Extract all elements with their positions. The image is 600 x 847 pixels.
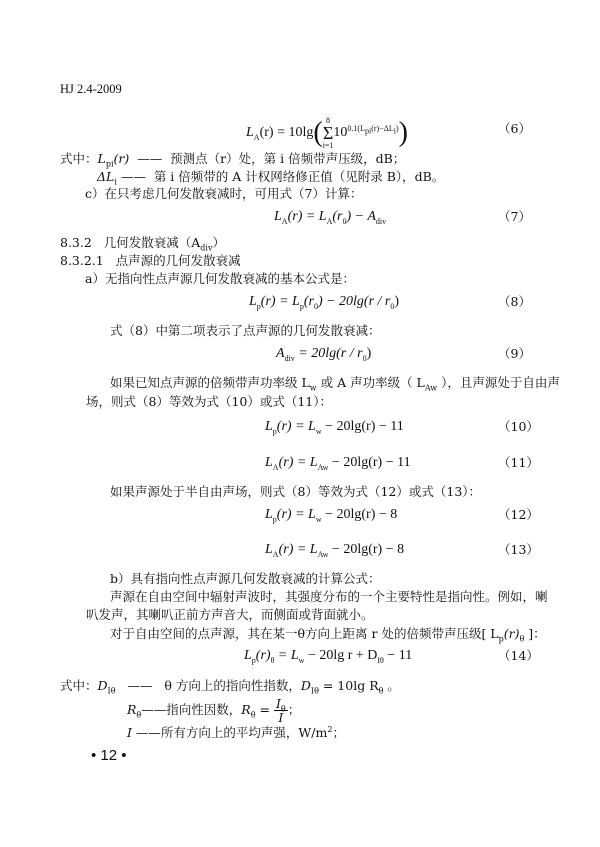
equation-number-6: （6） bbox=[498, 121, 531, 136]
where-clause-directivity-factor: $R_\theta——$指向性因数，$R_\theta$ = $\frac{I_\theta}{I}$ ； bbox=[127, 696, 301, 725]
equation-number-13: （13） bbox=[498, 542, 539, 557]
equation-9: $A_{div} = 20\lg(r / r_0)$ bbox=[276, 346, 372, 363]
equation-8: $L_p(r) = L_p(r_0) - 20\lg(r / r_0)$ bbox=[249, 294, 400, 311]
equation-number-11: （11） bbox=[498, 455, 539, 470]
equation-6: $L_A(r) = 10\lg$( 8 Σ $i=110^{0.1(L_{pi}(r)-\Delta L_i)}$) bbox=[246, 116, 408, 150]
equation-12: $L_p(r) = L_w - 20\lg(r) - 8$ bbox=[265, 507, 398, 524]
equation-number-7: （7） bbox=[498, 209, 531, 224]
paragraph-free-space: 对于自由空间的点声源，其在某一θ方向上距离 r 处的倍频带声压级[ $L_p(r)_\theta$ ]： bbox=[110, 626, 546, 644]
equation-13: $L_A(r) = L_{Aw} - 20\lg(r) - 8$ bbox=[265, 542, 405, 559]
item-c-text: c）在只考虑几何发散衰减时，可用式（7）计算： bbox=[85, 186, 363, 201]
equation-10: $L_p(r) = L_w - 20\lg(r) - 11$ bbox=[265, 419, 404, 436]
page-number: • 12 • bbox=[91, 747, 127, 764]
paragraph-eq8-explanation: 式（8）中第二项表示了点声源的几何发散衰减： bbox=[110, 323, 381, 338]
paragraph-known-power-level-line2: 场，则式（8）等效为式（10）或式（11）： bbox=[86, 394, 333, 409]
document-code-header: HJ 2.4-2009 bbox=[60, 82, 122, 96]
equation-number-14: （14） bbox=[498, 648, 539, 663]
paragraph-directivity-line2: 叭发声，其喇叭正前方声音大，而侧面或背面就小。 bbox=[86, 607, 374, 622]
paragraph-half-free-field: 如果声源处于半自由声场，则式（8）等效为式（12）或式（13）： bbox=[110, 484, 482, 499]
summation-symbol: 8 Σ i=1 bbox=[322, 116, 334, 150]
fraction-i-theta-over-i: $\frac{I_\theta}{I}$ bbox=[275, 696, 286, 725]
equation-number-9: （9） bbox=[498, 346, 531, 361]
section-heading-8-3-2: 8.3.2 几何发散衰减$(A_{div})$ bbox=[60, 235, 225, 253]
where-clause-delta-li: $\Delta L_i$ —— 第 i 倍频带的 A 计权网络修正值（见附录 B），dB。 bbox=[97, 169, 445, 187]
where-clause-lpi: 式中：$L_{pi}(r)$ —— 预测点（r）处，第 i 倍频带声压级，dB； bbox=[60, 151, 406, 169]
item-b-text: b）具有指向性点声源几何发散衰减的计算公式： bbox=[110, 571, 381, 586]
equation-number-10: （10） bbox=[498, 419, 539, 434]
where-clause-directivity-index: 式中：$D_{I\theta}$ —— θ 方向上的指向性指数，$D_{I\theta} = 10\lg$ $R_\theta$ 。 bbox=[60, 678, 400, 696]
equation-14: $L_p(r)_\theta = L_w - 20\lg$ $r + D_{I\theta} - 11$ bbox=[244, 648, 413, 665]
paragraph-known-power-level-line1: 如果已知点声源的倍频带声功率级 $L_w$ 或 A 声功率级（ $L_{Aw}$ ），且声源处于自由声 bbox=[110, 375, 560, 393]
where-clause-mean-intensity: I ——所有方向上的平均声强，$W/m^2$； bbox=[127, 724, 345, 740]
section-heading-8-3-2-1: 8.3.2.1 点声源的几何发散衰减 bbox=[60, 253, 241, 268]
equation-number-12: （12） bbox=[498, 507, 539, 522]
equation-11: $L_A(r) = L_{Aw} - 20\lg(r) - 11$ bbox=[265, 455, 411, 472]
item-a-text: a）无指向性点声源几何发散衰减的基本公式是： bbox=[85, 271, 355, 286]
equation-7: $L_A(r) = L_A(r_0) - A_{div}$ bbox=[274, 209, 387, 226]
equation-number-8: （8） bbox=[498, 294, 531, 309]
paragraph-directivity-line1: 声源在自由空间中辐射声波时，其强度分布的一个主要特性是指向性。例如，喇 bbox=[110, 589, 548, 604]
